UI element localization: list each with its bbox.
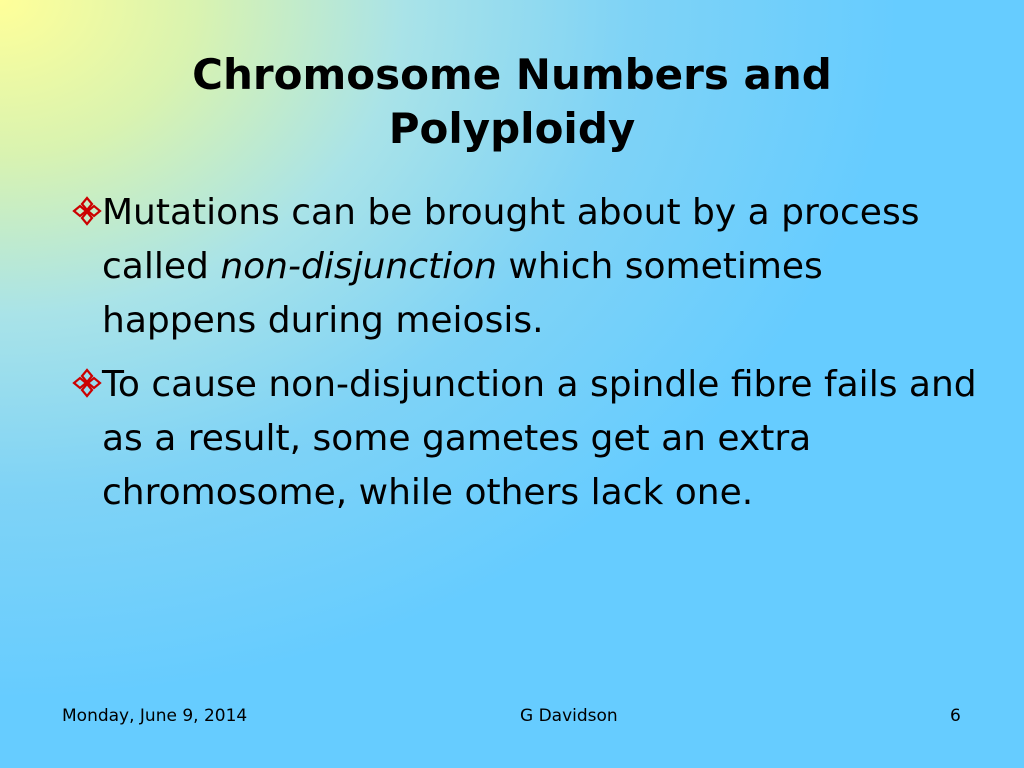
footer-date: Monday, June 9, 2014 [62, 706, 248, 726]
bullet-2-text: To cause non-disjunction a spindle fibre fails and as a result, some gametes get an extra chromosome, while others lack one. [102, 364, 977, 513]
title-line-1: Chromosome Numbers and [192, 50, 832, 99]
bullet-1-text-end: which sometimes happens during meiosis. [102, 246, 823, 341]
footer-author: G Davidson [520, 706, 618, 726]
footer-page-number: 6 [950, 706, 961, 726]
bullet-1-text-start: Mutations can be brought about by a process called [102, 192, 920, 287]
bullet-list [62, 186, 982, 530]
bullet-item-spindle-fibre [62, 358, 982, 520]
bullet-1-emphasis: non-disjunction [220, 246, 497, 287]
title-line-2: Polyploidy [388, 104, 636, 153]
slide-title [0, 48, 1024, 156]
four-diamond-bullet-icon [72, 196, 102, 226]
four-diamond-bullet-icon [72, 368, 102, 398]
bullet-item-non-disjunction [62, 186, 982, 348]
